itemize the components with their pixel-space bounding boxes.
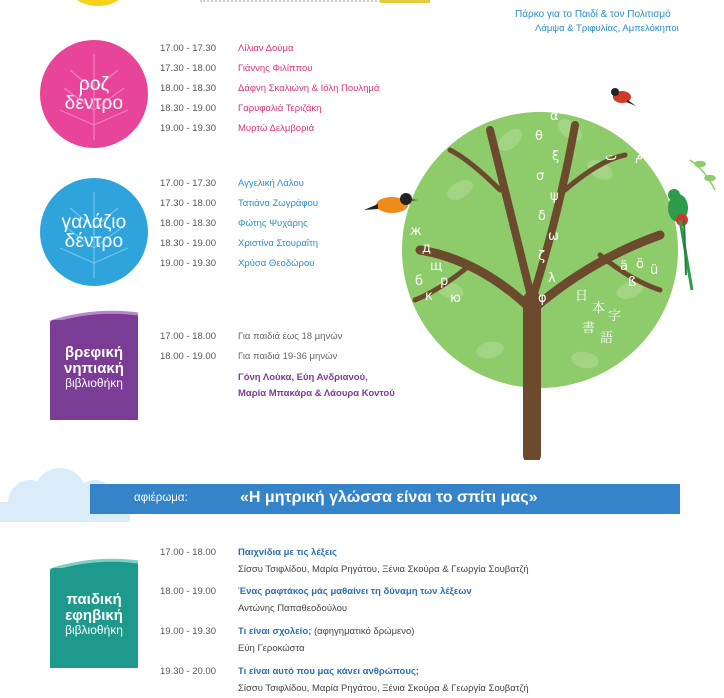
svg-text:ψ: ψ: [550, 189, 559, 204]
baby-library-label-3: βιβλιοθήκη: [65, 375, 123, 390]
header-dash-yellow: [380, 0, 430, 3]
pink-row-3: 18.00 - 18.30 Δάφνη Σκαλιώνη & Ιόλη Πουλημά: [160, 83, 380, 94]
svg-text:ت: ت: [605, 149, 618, 164]
kids-event-2-people: Αντώνης Παπαθεοδούλου: [238, 603, 348, 614]
blue-row-4: 18.30 - 19.00 Χριστίνα Στουραΐτη: [160, 238, 319, 249]
venue-line-1: Πάρκο για το Παιδί & τον Πολιτισμό: [515, 9, 671, 20]
pink-row-5: 19.00 - 19.30 Μυρτώ Δελμβοριά: [160, 123, 315, 134]
svg-text:щ: щ: [430, 259, 443, 274]
blue-row-5: 19.00 - 19.30 Χρύσα Θεοδώρου: [160, 258, 315, 269]
svg-text:μ: μ: [538, 89, 547, 104]
kids-event-4: 19.30 - 20.00 Τι είναι αυτό που μας κάνει ανθρώπους;: [160, 666, 419, 677]
svg-text:語: 語: [600, 331, 614, 346]
svg-text:θ: θ: [535, 129, 543, 144]
kids-library-title: [46, 592, 142, 636]
svg-text:ω: ω: [548, 229, 559, 244]
pink-tree-badge: [40, 40, 148, 148]
kids-library-label-2: εφηβική: [65, 606, 123, 624]
pink-row-4: 18.30 - 19.00 Γαρυφαλιά Τεριζάκη: [160, 103, 322, 114]
svg-text:д: д: [422, 241, 431, 256]
theme-banner: [90, 484, 680, 514]
svg-text:ب: ب: [625, 129, 638, 144]
kids-library-label-1: παιδική: [66, 591, 122, 608]
baby-library-label-1: βρεφική: [65, 344, 123, 361]
baby-row-2: 18.00 - 19.00 Για παιδιά 19-36 μηνών: [160, 351, 338, 362]
svg-text:р: р: [440, 274, 449, 289]
banner-title: «Η μητρική γλώσσα είναι το σπίτι μας»: [240, 489, 538, 506]
svg-text:ж: ж: [410, 224, 422, 239]
baby-library-label-2: νηπιακή: [64, 359, 124, 377]
svg-text:ξ: ξ: [552, 149, 560, 164]
svg-text:م: م: [635, 149, 644, 164]
yellow-tree-circle-fragment: [62, 0, 134, 6]
svg-text:ع: ع: [610, 109, 618, 124]
blue-row-2: 17.30 - 18.00 Τατιάνα Ζωγράφου: [160, 198, 318, 209]
baby-library-title: [46, 345, 142, 389]
svg-text:ю: ю: [450, 291, 461, 306]
kids-event-1: 17.00 - 18.00 Παιχνίδια με τις λέξεις: [160, 547, 337, 558]
svg-text:δ: δ: [538, 209, 546, 224]
kids-event-3-people: Εύη Γεροκώστα: [238, 643, 305, 654]
language-tree-illustration: [360, 60, 724, 460]
svg-text:б: б: [415, 274, 424, 289]
svg-text:字: 字: [608, 309, 622, 324]
svg-text:α: α: [550, 109, 559, 124]
red-bird-icon: [611, 88, 636, 106]
baby-hosts-2: Μαρία Μπακάρα & Λάουρα Κοντού: [238, 388, 395, 399]
blue-row-1: 17.00 - 17.30 Αγγελική Λάλου: [160, 178, 304, 189]
pink-row-1: 17.00 - 17.30 Λίλιαν Δούμα: [160, 43, 294, 54]
blue-tree-label-2: δέντρο: [64, 231, 124, 252]
venue-line-2: Λάμψα & Τριφυλίας, Αμπελόκηποι: [535, 23, 679, 34]
baby-row-1: 17.00 - 18.00 Για παιδιά έως 18 μηνών: [160, 331, 343, 342]
svg-text:φ: φ: [538, 291, 547, 306]
pink-tree-label-2: δέντρο: [64, 93, 124, 114]
pink-tree-label-1: ροζ: [78, 73, 110, 95]
twig-leaves: [690, 160, 715, 190]
svg-text:ä: ä: [620, 259, 628, 274]
svg-text:ü: ü: [650, 263, 659, 278]
blue-row-3: 18.00 - 18.30 Φώτης Ψυχάρης: [160, 218, 308, 229]
kids-event-2: 18.00 - 19.00 Ένας ραφτάκος μάς μαθαίνει τη δύναμη των λέξεων: [160, 586, 472, 597]
svg-text:σ: σ: [536, 169, 545, 184]
kids-library-label-3: βιβλιοθήκη: [65, 622, 123, 637]
svg-text:λ: λ: [548, 271, 556, 286]
svg-text:日: 日: [575, 289, 589, 304]
blue-tree-label-1: γαλάζιο: [61, 211, 127, 233]
kids-event-1-people: Σίσσυ Τσιφλίδου, Μαρία Ρηγάτου, Ξένια Σκούρα & Γεωργία Σουβατζή: [238, 564, 529, 575]
svg-text:к: к: [425, 289, 433, 304]
kids-event-3: 19.00 - 19.30 Τι είναι σχολείο; (αφηγηματικό δρώμενο): [160, 626, 415, 637]
svg-text:本: 本: [592, 301, 606, 316]
pink-row-2: 17.30 - 18.00 Γιάννης Φιλίππου: [160, 63, 313, 74]
svg-text:ö: ö: [636, 257, 644, 272]
svg-text:ζ: ζ: [538, 249, 546, 264]
baby-hosts-1: Γόνη Λούκα, Εύη Ανδριανού,: [238, 372, 368, 383]
svg-text:書: 書: [582, 321, 596, 336]
kids-event-4-people: Σίσσυ Τσιφλίδου, Μαρία Ρηγάτου, Ξένια Σκούρα & Γεωργία Σουβατζή: [238, 683, 529, 694]
banner-label: αφιέρωμα:: [134, 492, 188, 504]
svg-text:ß: ß: [628, 275, 637, 290]
blue-tree-badge: [40, 178, 148, 286]
